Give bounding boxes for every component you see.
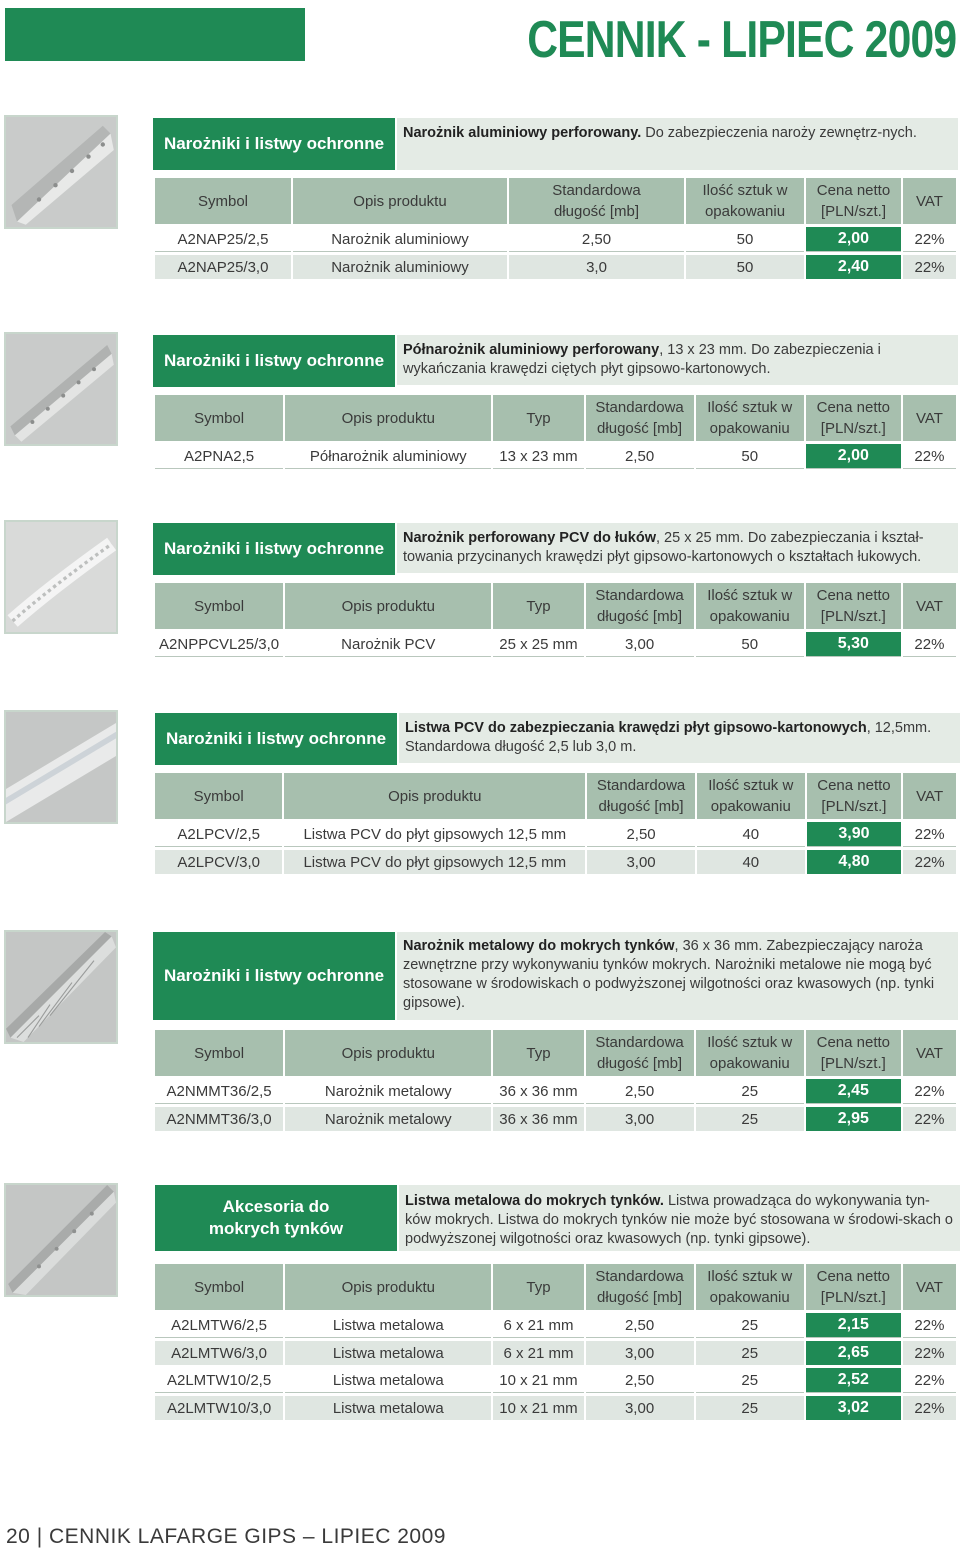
header-green-bar — [5, 8, 305, 61]
cell-ilosc: 40 — [697, 822, 805, 847]
product-image — [4, 520, 118, 634]
table-header — [155, 395, 956, 441]
product-description — [397, 932, 958, 1020]
cell-symbol: A2NAP25/2,5 — [155, 227, 291, 252]
product-description — [397, 523, 958, 573]
cell-opis: Narożnik aluminiowy — [293, 255, 507, 279]
col-opis: Opis produktu — [285, 583, 491, 629]
cell-symbol: A2LMTW6/3,0 — [155, 1341, 283, 1365]
cell-ilosc: 25 — [696, 1107, 804, 1131]
col-cena: Cena netto [PLN/szt.] — [806, 178, 901, 224]
col-symbol: Symbol — [155, 178, 291, 224]
cell-cena: 3,90 — [807, 822, 902, 847]
cell-cena: 2,15 — [806, 1313, 901, 1338]
cell-typ: 6 x 21 mm — [493, 1313, 583, 1338]
cell-typ: 13 x 23 mm — [493, 444, 583, 469]
cell-opis: Półnarożnik aluminiowy — [285, 444, 491, 469]
col-ilosc: Ilość sztuk w opakowaniu — [696, 1030, 804, 1076]
col-opis: Opis produktu — [285, 395, 491, 441]
cell-ilosc: 25 — [696, 1313, 804, 1338]
col-opis: Opis produktu — [285, 1030, 491, 1076]
cell-dlugosc: 3,00 — [586, 632, 694, 657]
col-typ: Typ — [493, 583, 583, 629]
col-vat: VAT — [903, 583, 956, 629]
cell-ilosc: 25 — [696, 1079, 804, 1104]
cell-opis: Listwa metalowa — [285, 1396, 491, 1420]
cell-cena: 2,52 — [806, 1368, 901, 1393]
category-text: Akcesoria do mokrych tynków — [208, 1197, 344, 1238]
col-ilosc: Ilość sztuk w opakowaniu — [696, 395, 804, 441]
cell-opis: Narożnik metalowy — [285, 1107, 491, 1131]
cell-cena: 2,45 — [806, 1079, 901, 1104]
price-table — [153, 1027, 958, 1134]
cell-vat: 22% — [903, 850, 956, 874]
col-dlugosc: Standardowa długość [mb] — [586, 395, 694, 441]
price-table — [153, 1261, 958, 1423]
cell-ilosc: 25 — [696, 1341, 804, 1365]
col-symbol: Symbol — [155, 583, 283, 629]
description-bold: Półnarożnik aluminiowy perforowany — [403, 342, 660, 358]
cell-symbol: A2PNA2,5 — [155, 444, 283, 469]
col-dlugosc: Standardowa długość [mb] — [587, 773, 695, 819]
product-image — [4, 332, 118, 446]
table-header — [155, 1264, 956, 1310]
price-table — [153, 392, 958, 472]
category-label — [155, 1185, 397, 1251]
cell-symbol: A2LMTW10/3,0 — [155, 1396, 283, 1420]
col-symbol: Symbol — [155, 1264, 283, 1310]
cell-symbol: A2LPCV/2,5 — [155, 822, 282, 847]
table-row — [155, 632, 956, 657]
col-symbol: Symbol — [155, 773, 282, 819]
table-row — [155, 1313, 956, 1338]
cell-symbol: A2NAP25/3,0 — [155, 255, 291, 279]
table-header — [155, 178, 956, 224]
cell-symbol: A2NPPCVL25/3,0 — [155, 632, 283, 657]
category-label: Narożniki i listwy ochronne — [153, 932, 395, 1020]
description-text: Listwa prowadząca do wykonywania tyn-ków mokrych. Listwa do mokrych tynków nie może być stosowana w środowi-skach o podwyższonej wilgotności oraz kwasowych (np. tynki gipsowe). — [405, 1193, 953, 1247]
product-description — [397, 335, 958, 385]
col-symbol: Symbol — [155, 1030, 283, 1076]
product-description — [399, 1185, 960, 1251]
cell-vat: 22% — [903, 1079, 956, 1104]
col-opis: Opis produktu — [293, 178, 507, 224]
col-vat: VAT — [903, 178, 956, 224]
col-vat: VAT — [903, 1030, 956, 1076]
col-dlugosc: Standardowa długość [mb] — [586, 1030, 694, 1076]
col-ilosc: Ilość sztuk w opakowaniu — [696, 1264, 804, 1310]
cell-vat: 22% — [903, 444, 956, 469]
table-row — [155, 444, 956, 469]
cell-dlugosc: 2,50 — [586, 1368, 694, 1393]
col-dlugosc: Standardowa długość [mb] — [586, 1264, 694, 1310]
table-row — [155, 1107, 956, 1131]
cell-opis: Narożnik aluminiowy — [293, 227, 507, 252]
cell-dlugosc: 2,50 — [586, 444, 694, 469]
category-label: Narożniki i listwy ochronne — [155, 713, 397, 765]
cell-ilosc: 25 — [696, 1396, 804, 1420]
cell-dlugosc: 3,00 — [587, 850, 695, 874]
col-typ: Typ — [493, 1030, 583, 1076]
col-cena: Cena netto [PLN/szt.] — [806, 1030, 901, 1076]
col-vat: VAT — [903, 1264, 956, 1310]
description-text: , 25 x 25 mm. Do zabezpieczania i kształ-towania przycinanych krawędzi płyt gipsowo-kartonowych o kształtach łukowych. — [403, 530, 924, 565]
cell-symbol: A2LMTW6/2,5 — [155, 1313, 283, 1338]
col-dlugosc: Standardowa długość [mb] — [586, 583, 694, 629]
table-header — [155, 583, 956, 629]
cell-dlugosc: 3,00 — [586, 1107, 694, 1131]
product-image — [4, 710, 118, 824]
description-bold: Narożnik aluminiowy perforowany. — [403, 125, 642, 141]
col-cena: Cena netto [PLN/szt.] — [806, 395, 901, 441]
table-row — [155, 850, 956, 874]
cell-cena: 2,00 — [806, 444, 901, 469]
product-description — [399, 713, 960, 763]
cell-vat: 22% — [903, 1341, 956, 1365]
cell-vat: 22% — [903, 632, 956, 657]
cell-cena: 3,02 — [806, 1396, 901, 1420]
cell-opis: Narożnik metalowy — [285, 1079, 491, 1104]
cell-ilosc: 40 — [697, 850, 805, 874]
cell-ilosc: 25 — [696, 1368, 804, 1393]
col-symbol: Symbol — [155, 395, 283, 441]
col-opis: Opis produktu — [285, 1264, 491, 1310]
description-text: Do zabezpieczenia naroży zewnętrz-nych. — [641, 125, 917, 141]
cell-cena: 2,65 — [806, 1341, 901, 1365]
col-cena: Cena netto [PLN/szt.] — [807, 773, 902, 819]
cell-opis: Listwa PCV do płyt gipsowych 12,5 mm — [284, 850, 585, 874]
cell-cena: 4,80 — [807, 850, 902, 874]
col-ilosc: Ilość sztuk w opakowaniu — [696, 583, 804, 629]
cell-ilosc: 50 — [696, 444, 804, 469]
category-label: Narożniki i listwy ochronne — [153, 335, 395, 387]
cell-cena: 2,40 — [806, 255, 901, 279]
cell-dlugosc: 3,00 — [586, 1341, 694, 1365]
description-bold: Listwa metalowa do mokrych tynków. — [405, 1193, 664, 1209]
description-text: , 36 x 36 mm. Zabezpieczający naroża zewnętrzne przy wykonywaniu tynków mokrych. Narożniki metalowe nie mogą być stosowane w środowiskach o podwyższonej wilgotności oraz kwasowych (np. tynki gipsowe). — [403, 938, 935, 1011]
cell-dlugosc: 2,50 — [586, 1079, 694, 1104]
cell-typ: 25 x 25 mm — [493, 632, 583, 657]
cell-vat: 22% — [903, 1313, 956, 1338]
table-row — [155, 1368, 956, 1393]
col-ilosc: Ilość sztuk w opakowaniu — [686, 178, 804, 224]
cell-typ: 36 x 36 mm — [493, 1079, 583, 1104]
cell-opis: Listwa metalowa — [285, 1368, 491, 1393]
cell-opis: Listwa metalowa — [285, 1341, 491, 1365]
col-vat: VAT — [903, 773, 956, 819]
table-row — [155, 1079, 956, 1104]
cell-symbol: A2NMMT36/3,0 — [155, 1107, 283, 1131]
description-text: , 12,5mm. Standardowa długość 2,5 lub 3,0 m. — [405, 720, 932, 755]
page-footer: 20 | CENNIK LAFARGE GIPS – LIPIEC 2009 — [6, 1525, 446, 1548]
col-typ: Typ — [493, 395, 583, 441]
cell-dlugosc: 3,00 — [586, 1396, 694, 1420]
cell-opis: Listwa metalowa — [285, 1313, 491, 1338]
table-header — [155, 773, 956, 819]
table-row — [155, 1341, 956, 1365]
description-bold: Narożnik perforowany PCV do łuków — [403, 530, 656, 546]
cell-dlugosc: 2,50 — [509, 227, 684, 252]
cell-vat: 22% — [903, 255, 956, 279]
cell-vat: 22% — [903, 1396, 956, 1420]
cell-ilosc: 50 — [696, 632, 804, 657]
description-text: , 13 x 23 mm. Do zabezpieczenia i wykańczania krawędzi ciętych płyt gipsowo-kartonowych. — [403, 342, 881, 377]
price-table — [153, 770, 958, 877]
col-cena: Cena netto [PLN/szt.] — [806, 583, 901, 629]
cell-typ: 10 x 21 mm — [493, 1368, 583, 1393]
cell-typ: 36 x 36 mm — [493, 1107, 583, 1131]
product-image — [4, 115, 118, 229]
cell-symbol: A2NMMT36/2,5 — [155, 1079, 283, 1104]
col-typ: Typ — [493, 1264, 583, 1310]
cell-opis: Listwa PCV do płyt gipsowych 12,5 mm — [284, 822, 585, 847]
category-label: Narożniki i listwy ochronne — [153, 523, 395, 575]
cell-symbol: A2LPCV/3,0 — [155, 850, 282, 874]
table-row — [155, 1396, 956, 1420]
table-row — [155, 227, 956, 252]
page-title: CENNIK - LIPIEC 2009 — [526, 11, 956, 69]
cell-dlugosc: 3,0 — [509, 255, 684, 279]
col-ilosc: Ilość sztuk w opakowaniu — [697, 773, 805, 819]
cell-vat: 22% — [903, 822, 956, 847]
cell-vat: 22% — [903, 1107, 956, 1131]
col-cena: Cena netto [PLN/szt.] — [806, 1264, 901, 1310]
col-vat: VAT — [903, 395, 956, 441]
cell-typ: 10 x 21 mm — [493, 1396, 583, 1420]
cell-ilosc: 50 — [686, 227, 804, 252]
col-dlugosc: Standardowa długość [mb] — [509, 178, 684, 224]
cell-typ: 6 x 21 mm — [493, 1341, 583, 1365]
product-image — [4, 930, 118, 1044]
product-image — [4, 1183, 118, 1297]
table-row — [155, 822, 956, 847]
col-opis: Opis produktu — [284, 773, 585, 819]
description-bold: Listwa PCV do zabezpieczania krawędzi płyt gipsowo-kartonowych — [405, 720, 867, 736]
cell-dlugosc: 2,50 — [586, 1313, 694, 1338]
cell-ilosc: 50 — [686, 255, 804, 279]
cell-dlugosc: 2,50 — [587, 822, 695, 847]
product-description — [397, 118, 958, 170]
cell-cena: 5,30 — [806, 632, 901, 657]
category-label: Narożniki i listwy ochronne — [153, 118, 395, 170]
price-table — [153, 175, 958, 282]
cell-vat: 22% — [903, 227, 956, 252]
description-bold: Narożnik metalowy do mokrych tynków — [403, 938, 675, 954]
cell-cena: 2,00 — [806, 227, 901, 252]
cell-vat: 22% — [903, 1368, 956, 1393]
cell-symbol: A2LMTW10/2,5 — [155, 1368, 283, 1393]
cell-opis: Narożnik PCV — [285, 632, 491, 657]
table-header — [155, 1030, 956, 1076]
price-table — [153, 580, 958, 660]
cell-cena: 2,95 — [806, 1107, 901, 1131]
table-row — [155, 255, 956, 279]
